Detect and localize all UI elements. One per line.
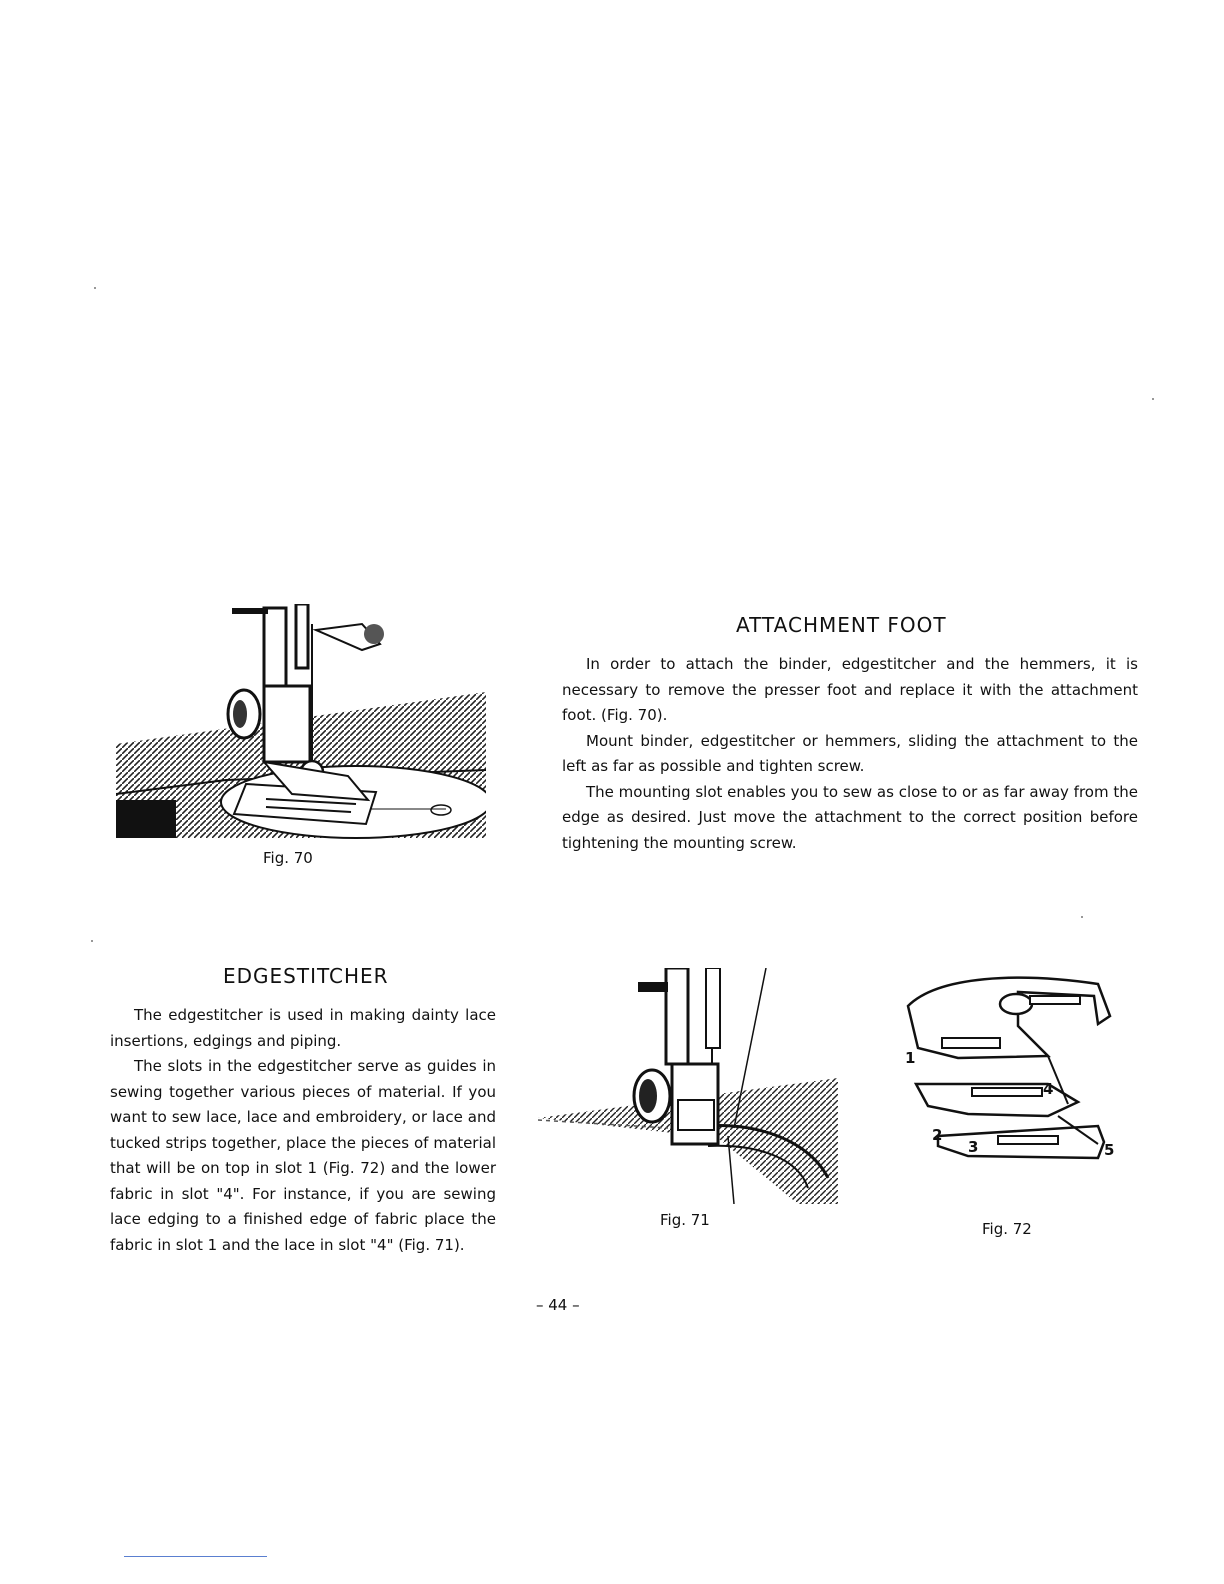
fig72-caption: Fig. 72 — [982, 1220, 1032, 1238]
scan-speck — [91, 940, 93, 942]
attachment-foot-text — [562, 652, 1138, 856]
scan-speck — [1081, 916, 1083, 918]
attachment-foot-paragraph: In order to attach the binder, edgestitcher and the hemmers, it is necessary to remove the presser foot and replace it with the attachment foot. (Fig. 70). — [562, 655, 1138, 724]
fig71-caption: Fig. 71 — [660, 1211, 710, 1229]
fig72-illustration — [898, 966, 1118, 1196]
fig70-caption: Fig. 70 — [263, 849, 313, 867]
edgestitcher-paragraph: The slots in the edgestitcher serve as guides in sewing together various pieces of material. If you want to sew lace, lace and embroidery, or lace and tucked strips together, place the pieces of material that will be on top in slot 1 (Fig. 72) and the lower fabric in slot "4". For instance, if you are sewing lace edging to a finished edge of fabric place the fabric in slot 1 and the lace in slot "4" (Fig. 71). — [110, 1057, 496, 1254]
attachment-foot-paragraph: Mount binder, edgestitcher or hemmers, sliding the attachment to the left as far as possible and tighten screw. — [562, 731, 1138, 775]
page-number: – 44 – — [536, 1296, 580, 1314]
edgestitcher-heading: EDGESTITCHER — [223, 964, 389, 988]
fig72-label-3: 3 — [968, 1138, 979, 1156]
fig70-illustration — [116, 604, 486, 844]
fig72-label-1: 1 — [905, 1049, 916, 1067]
fig72-label-4: 4 — [1043, 1080, 1054, 1098]
scan-speck — [1152, 398, 1154, 400]
fig72-label-5: 5 — [1104, 1141, 1115, 1159]
bottom-rule — [124, 1556, 267, 1557]
attachment-foot-paragraph: The mounting slot enables you to sew as close to or as far away from the edge as desired. Just move the attachment to the correct position before tightening the mounting screw. — [562, 782, 1138, 852]
scan-speck — [94, 287, 96, 289]
fig72-label-2: 2 — [932, 1126, 943, 1144]
fig71-illustration — [538, 968, 840, 1204]
attachment-foot-heading: ATTACHMENT FOOT — [736, 613, 947, 637]
edgestitcher-paragraph: The edgestitcher is used in making dainty lace insertions, edgings and piping. — [110, 1006, 496, 1050]
edgestitcher-text — [110, 1003, 496, 1258]
